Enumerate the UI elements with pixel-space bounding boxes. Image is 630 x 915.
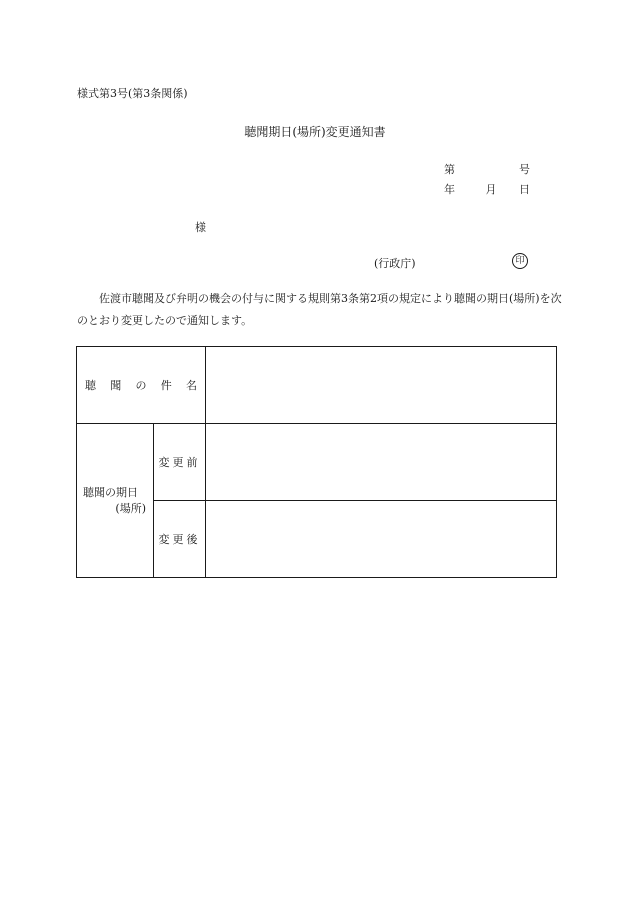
number-suffix: 号 xyxy=(519,163,530,176)
date-month: 月 xyxy=(485,183,497,196)
before-label: 変更前 xyxy=(154,424,206,501)
issuer-label: (行政庁) xyxy=(374,257,416,270)
period-label-cell xyxy=(77,424,154,578)
recipient-line: 様 xyxy=(195,221,206,234)
subject-label-char: 名 xyxy=(186,379,197,392)
body-text: 佐渡市聴聞及び弁明の機会の付与に関する規則第3条第2項の規定により聴聞の期日(場所)を次のとおり変更したので通知します。 xyxy=(77,292,562,327)
subject-label-char: 件 xyxy=(160,379,172,392)
date-line xyxy=(444,181,530,197)
date-day: 日 xyxy=(519,183,530,196)
subject-label-char: 聞 xyxy=(110,379,122,392)
after-label: 変更後 xyxy=(154,501,206,578)
period-label-line2: (場所) xyxy=(115,501,146,515)
seal-icon xyxy=(512,253,528,269)
notice-table xyxy=(76,346,557,578)
after-value-cell[interactable] xyxy=(206,501,557,578)
before-value-cell[interactable] xyxy=(206,424,557,501)
subject-label xyxy=(77,377,205,393)
subject-label-char: の xyxy=(135,379,147,392)
period-label-line1: 聴聞の期日 xyxy=(83,485,138,499)
date-year: 年 xyxy=(444,183,455,196)
document-number-line xyxy=(444,161,530,177)
subject-label-char: 聴 xyxy=(85,379,96,392)
seal-mark: 印 xyxy=(515,255,525,266)
subject-value-cell[interactable] xyxy=(206,347,557,424)
form-number-label: 様式第3号(第3条関係) xyxy=(77,87,188,100)
number-prefix: 第 xyxy=(444,163,455,176)
document-title: 聴聞期日(場所)変更通知書 xyxy=(244,125,386,139)
subject-label-cell xyxy=(77,347,206,424)
